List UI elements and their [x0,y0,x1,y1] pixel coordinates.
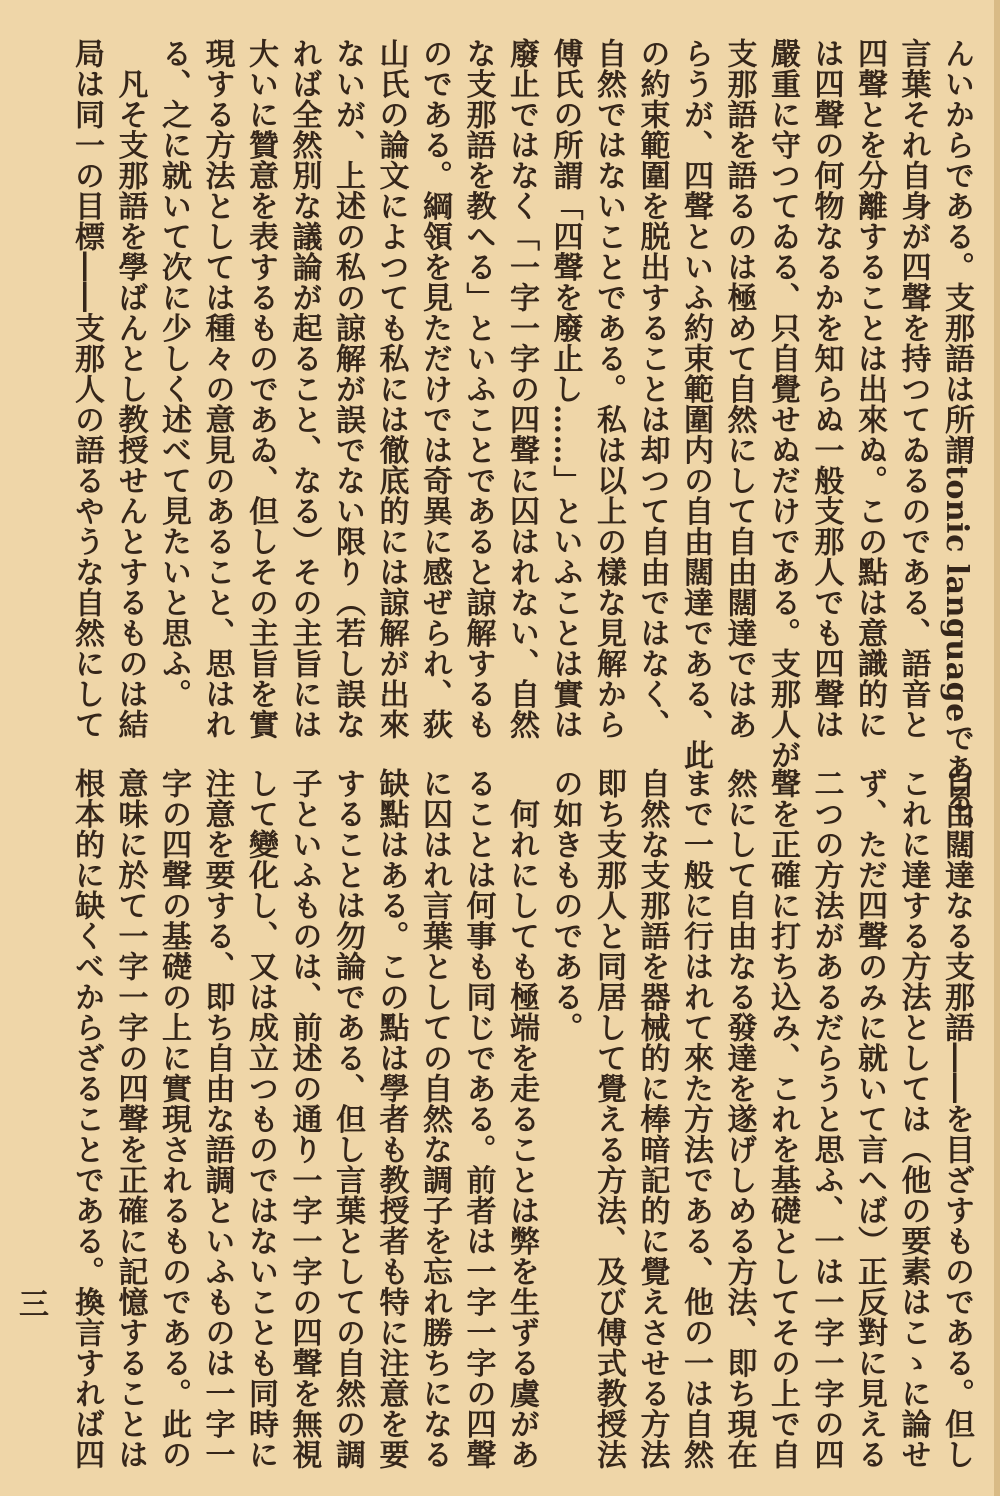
text-column: んいからである。支那語は所謂tonic languageである。 [939,38,974,845]
text-column: に囚はれ言葉としての自然な調子を忘れ勝ちになる [417,768,452,1470]
text-column: は四聲の何物なるかを知らぬ一般支那人でも四聲は [808,38,844,740]
page-number: 三 [13,1288,48,1318]
text-column: ることは何事も同じである。前者は一字一字の四聲 [460,768,496,1470]
text-column: のである。綱領を見ただけでは奇異に感ぜられ、荻 [417,38,452,740]
text-column: 山氏の論文によつても私には徹底的には諒解が出來 [373,38,409,740]
text-column: 四聲とを分離することは出來ぬ。この點は意識的に [852,38,887,740]
text-column: 何れにしても極端を走ることは弊を生ずる虞があ [504,768,539,1470]
text-column: 支那語を語るのは極めて自然にして自由闊達ではあ [721,38,757,740]
text-column: 根本的に缺くべからざることである。換言すれば四 [69,768,104,1470]
text-column: 傅氏の所謂「四聲を廢止し……」といふことは實は [547,38,583,740]
text-column: ないが、上述の私の諒解が誤でない限り（若し誤な [330,38,365,740]
text-column: 子といふものは、前述の通り一字一字の四聲を無視 [286,768,322,1470]
text-column: することは勿論である、但し言葉としての自然の調 [330,768,365,1470]
text-column: らうが、四聲といふ約束範圍内の自由闊達である、此 [678,38,713,770]
text-column: ず、ただ四聲のみに就いて言へば）正反對に見える [852,768,887,1470]
text-column: 現する方法としては種々の意見のあること、思はれ [199,38,235,740]
text-column: の如きものである。 [547,768,583,1043]
text-column: 局は同一の目標――支那人の語るやうな自然にして [69,38,104,740]
text-column: 自然な支那語を器械的に棒暗記的に覺えさせる方法 [634,768,670,1470]
text-column: 聲を正確に打ち込み、これを基礎としてその上で自 [765,768,800,1470]
text-column: これに達する方法としては（他の要素はこゝに論せ [895,768,931,1470]
text-column: 注意を要する、即ち自由な語調といふものは一字一 [199,768,235,1470]
text-column: 意味に於て一字一字の四聲を正確に記憶することは [112,768,148,1470]
text-column: 然にして自由なる發達を遂げしめる方法、即ち現在 [721,768,757,1470]
text-column: 字の四聲の基礎の上に實現されるものである。此の [156,768,191,1470]
text-column: して變化し、又は成立つものではないことも同時に [243,768,278,1470]
text-column: 廢止ではなく「一字一字の四聲に囚はれない、自然 [504,38,539,740]
text-column: 即ち支那人と同居して覺える方法、及び傅式教授法 [591,768,626,1470]
text-column: る、之に就いて次に少しく述べて見たいと思ふ。 [156,38,191,709]
text-column: 自然ではないことである。私は以上の樣な見解から [591,38,626,740]
text-column: な支那語を教へる」といふことであると諒解するも [460,38,496,740]
text-column: 缺點はある。この點は學者も教授者も特に注意を要 [373,768,409,1470]
lower-text-block [65,768,979,1483]
text-column: れば全然別な議論が起ること、なる）その主旨には [286,38,322,740]
text-column: 自由闊達なる支那語――を目ざすものである。但し [939,768,974,1470]
text-column: まで一般に行はれて來た方法である、他の一は自然 [678,768,713,1470]
text-column: 二つの方法があるだらうと思ふ、一は一字一字の四 [808,768,844,1470]
text-column: 嚴重に守つてゐる、只自覺せぬだけである。支那人が [765,38,800,770]
text-column: 大いに贊意を表するものであゐ、但しその主旨を實 [243,38,278,740]
page-edge [994,0,1000,1496]
text-column: 言葉それ自身が四聲を持つてゐるのである、語音と [895,38,931,740]
text-column: 凡そ支那語を學ばんとし教授せんとするものは結 [112,38,148,740]
text-column: の約束範圍を脱出することは却つて自由ではなく、 [634,38,670,740]
upper-text-block [65,38,979,845]
